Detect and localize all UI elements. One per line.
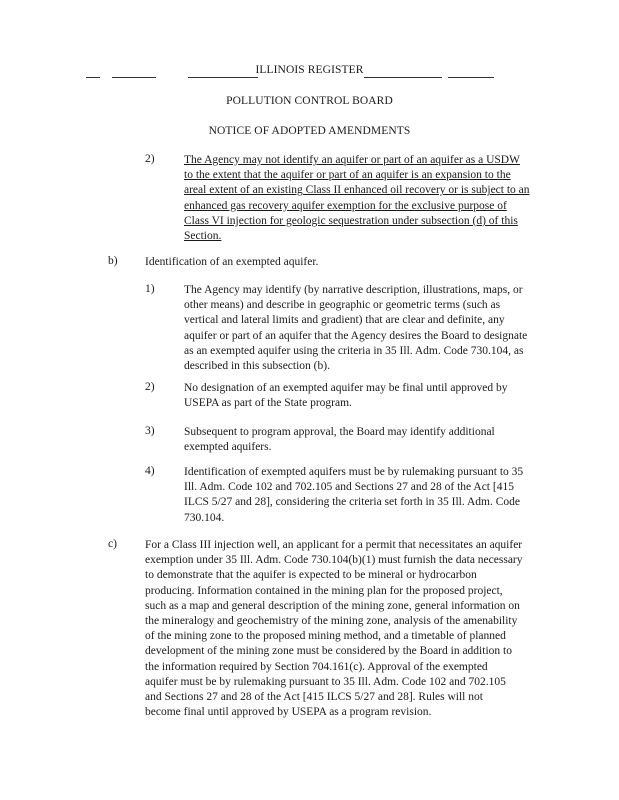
header-rule-left-2 xyxy=(112,77,156,78)
text-line: Ill. Adm. Code 102 and 702.105 and Sections 27 and 28 of the Act [415 xyxy=(184,481,514,494)
text-line: producing. Information contained in the mining plan for the proposed project, xyxy=(145,584,503,597)
text-line: Identification of exempted aquifers must be by rulemaking pursuant to 35 xyxy=(184,466,524,478)
header-rule-left-1 xyxy=(86,77,100,78)
text-line: aquifer must be by rulemaking pursuant to 35 Ill. Adm. Code 102 and 702.105 xyxy=(145,675,506,688)
text-line: Subsequent to program approval, the Board may identify additional xyxy=(184,426,495,438)
subsection-b4-text xyxy=(184,465,523,526)
text-line: For a Class III injection well, an applicant for a permit that necessitates an aquifer xyxy=(145,539,523,551)
subsection-b-label: b) xyxy=(108,255,118,267)
text-line: The Agency may identify (by narrative description, illustrations, maps, or xyxy=(184,284,523,296)
subsection-b-heading xyxy=(145,255,318,270)
text-line: Section. xyxy=(184,230,222,243)
subsection-a2-number: 2) xyxy=(145,153,155,165)
text-line: described in this subsection (b). xyxy=(184,360,330,373)
header-rule-right-2 xyxy=(448,77,494,78)
text-line: Identification of an exempted aquifer. xyxy=(145,256,319,268)
text-line: vertical and lateral limits and gradient) that are clear and definite, any xyxy=(184,314,505,327)
header-rule-right-1 xyxy=(364,77,442,78)
text-line: ILCS 5/27 and 28], considering the criteria set forth in 35 Ill. Adm. Code xyxy=(184,496,520,509)
register-title: ILLINOIS REGISTER xyxy=(255,64,364,76)
notice-title: NOTICE OF ADOPTED AMENDMENTS xyxy=(208,125,411,137)
text-line: exemption under 35 Ill. Adm. Code 730.104(b)(1) must furnish the data necessary xyxy=(145,554,523,567)
text-line: the mineralogy and geochemistry of the mining zone, analysis of the amenability xyxy=(145,615,518,628)
subsection-c-label: c) xyxy=(108,538,117,550)
text-line: Class VI injection for geologic sequestration under subsection (d) of this xyxy=(184,214,518,227)
text-line: of the mining zone to the proposed mining method, and a timetable of planned xyxy=(145,630,506,643)
text-line: No designation of an exempted aquifer may be final until approved by xyxy=(184,382,508,394)
board-title: POLLUTION CONTROL BOARD xyxy=(226,95,393,107)
subsection-a2-text xyxy=(184,153,530,244)
text-line: and Sections 27 and 28 of the Act [415 ILCS 5/27 and 28]. Rules will not xyxy=(145,691,483,704)
subsection-b1-text xyxy=(184,283,527,374)
subsection-c-text xyxy=(145,538,523,720)
text-line: development of the mining zone must be considered by the Board in addition to xyxy=(145,645,512,658)
text-line: areal extent of an existing Class II enhanced oil recovery or is subject to an xyxy=(184,184,530,197)
text-line: The Agency may not identify an aquifer or part of an aquifer as a USDW xyxy=(184,154,520,166)
text-line: exempted aquifers. xyxy=(184,441,272,454)
subsection-b1-number: 1) xyxy=(145,283,155,295)
subsection-b2-number: 2) xyxy=(145,381,155,393)
text-line: 730.104. xyxy=(184,511,225,524)
subsection-b3-number: 3) xyxy=(145,425,155,437)
text-line: USEPA as part of the State program. xyxy=(184,397,352,410)
text-line: as an exempted aquifer using the criteria in 35 Ill. Adm. Code 730.104, as xyxy=(184,344,524,357)
text-line: other means) and describe in geographic or geometric terms (such as xyxy=(184,299,501,312)
subsection-b3-text xyxy=(184,425,495,455)
text-line: become final until approved by USEPA as a program revision. xyxy=(145,706,432,719)
text-line: the information required by Section 704.161(c). Approval of the exempted xyxy=(145,660,488,673)
text-line: to the extent that the aquifer or part of an aquifer is an expansion to the xyxy=(184,169,511,182)
subsection-b4-number: 4) xyxy=(145,465,155,477)
text-line: aquifer or part of an aquifer that the Agency desires the Board to designate xyxy=(184,329,528,342)
text-line: to demonstrate that the aquifer is expected to be mineral or hydrocarbon xyxy=(145,569,477,582)
text-line: enhanced gas recovery aquifer exemption for the exclusive purpose of xyxy=(184,199,507,212)
header-rule-left-3 xyxy=(188,77,258,78)
subsection-b2-text xyxy=(184,381,508,411)
text-line: such as a map and general description of the mining zone, general information on xyxy=(145,599,520,612)
